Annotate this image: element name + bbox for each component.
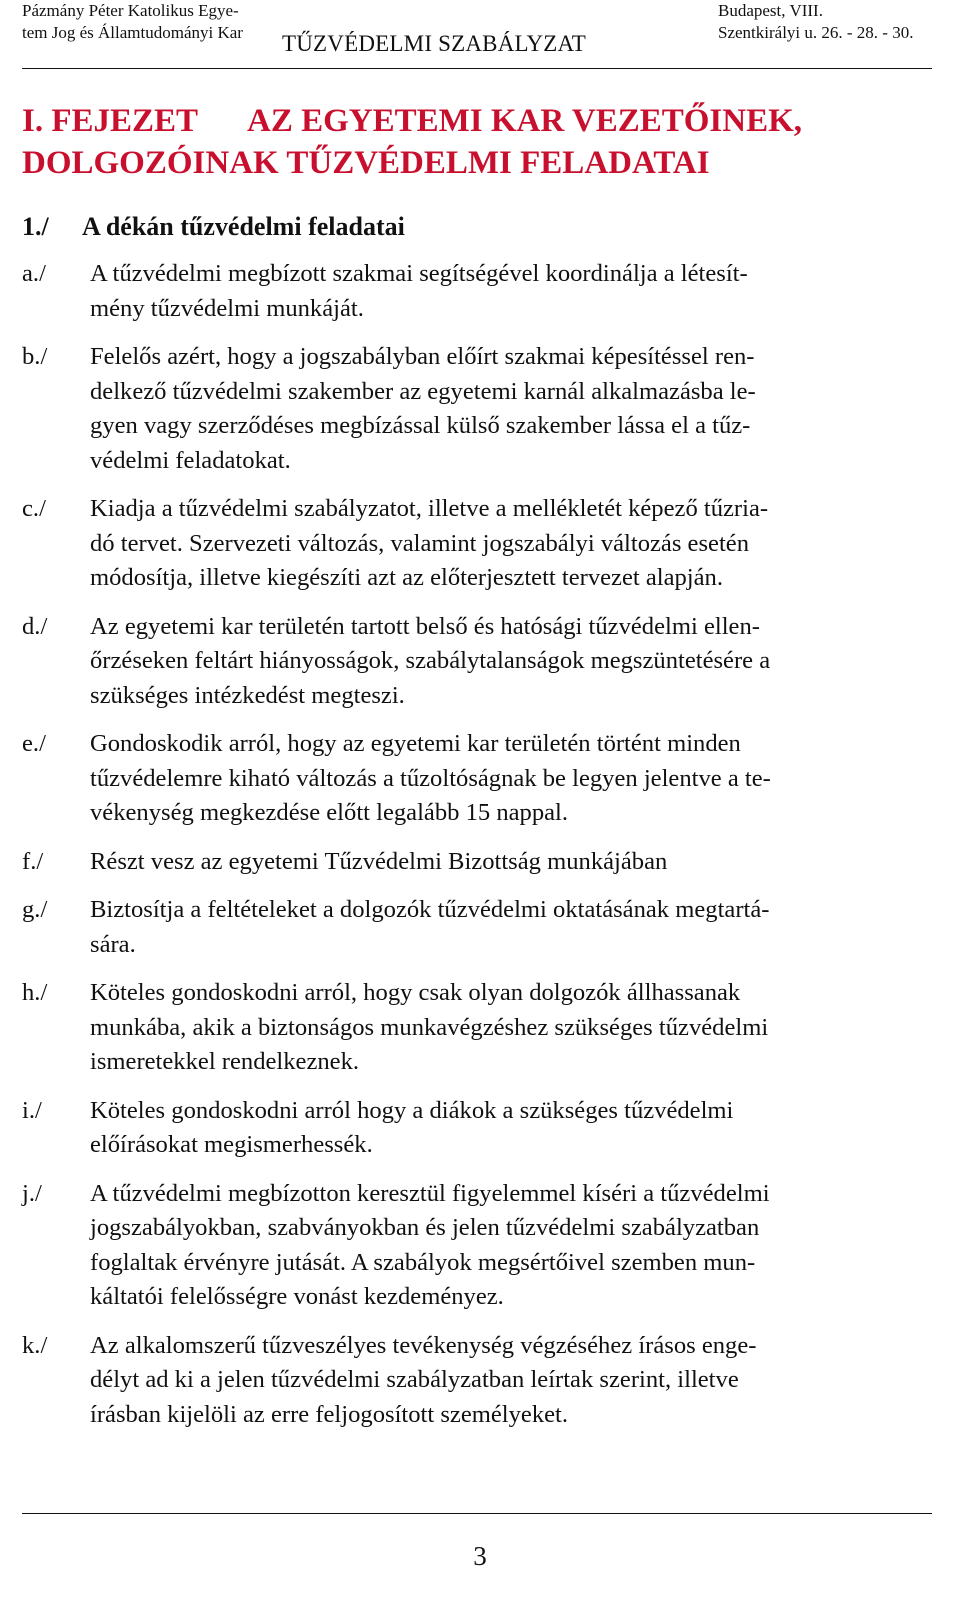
list-item xyxy=(22,340,932,478)
footer-divider xyxy=(22,1513,932,1514)
item-text xyxy=(90,1329,932,1433)
header-institution xyxy=(22,0,243,44)
item-text-line: Gondoskodik arról, hogy az egyetemi kar területén történt minden xyxy=(90,730,741,757)
item-text-line: dó tervet. Szervezeti változás, valamint jogszabályi változás esetén xyxy=(90,529,749,557)
section-heading xyxy=(22,212,405,242)
list-item xyxy=(22,976,932,1080)
item-label: k./ xyxy=(22,1331,48,1359)
chapter-title-line1: AZ EGYETEMI KAR VEZETŐINEK, xyxy=(247,103,803,139)
item-label: b./ xyxy=(22,343,48,370)
list-item xyxy=(22,492,932,596)
list-item xyxy=(22,1177,932,1315)
item-text xyxy=(90,610,932,714)
list-item xyxy=(22,257,932,326)
item-text-line: A tűzvédelmi megbízotton keresztül figyelemmel kíséri a tűzvédelmi xyxy=(90,1179,770,1207)
item-text-line: Felelős azért, hogy a jogszabályban előírt szakmai képesítéssel ren- xyxy=(90,343,755,370)
item-label: e./ xyxy=(22,730,46,757)
duty-list xyxy=(22,257,932,1446)
list-item xyxy=(22,1094,932,1163)
page-number: 3 xyxy=(473,1541,487,1571)
header-divider xyxy=(22,68,932,69)
item-text-line: őrzéseken feltárt hiányosságok, szabálytalanságok megszüntetésére a xyxy=(90,647,771,674)
chapter-title-line2: DOLGOZÓINAK TŰZVÉDELMI FELADATAI xyxy=(22,145,710,181)
item-text-line: munkába, akik a biztonságos munkavégzéshez szükséges tűzvédelmi xyxy=(90,1013,769,1041)
header-address xyxy=(718,0,913,44)
list-item xyxy=(22,1329,932,1433)
item-text xyxy=(90,257,932,326)
header-address-line1: Budapest, VIII. xyxy=(718,1,823,20)
item-text xyxy=(90,492,932,596)
list-item xyxy=(22,610,932,714)
header-address-line2: Szentkirályi u. 26. - 28. - 30. xyxy=(718,23,914,42)
item-text xyxy=(90,727,932,831)
item-text-line: délyt ad ki a jelen tűzvédelmi szabályzatban leírtak szerint, illetve xyxy=(90,1366,739,1393)
item-text-line: Az egyetemi kar területén tartott belső és hatósági tűzvédelmi ellen- xyxy=(90,612,760,640)
item-text-line: védelmi feladatokat. xyxy=(90,446,291,474)
list-item xyxy=(22,893,932,962)
item-label: f./ xyxy=(22,847,44,875)
item-label: g./ xyxy=(22,896,48,923)
item-text-line: Részt vesz az egyetemi Tűzvédelmi Bizottság munkájában xyxy=(90,847,668,875)
chapter-heading xyxy=(22,100,922,184)
item-text-line: delkező tűzvédelmi szakember az egyetemi karnál alkalmazásba le- xyxy=(90,377,756,405)
item-text-line: előírásokat megismerhessék. xyxy=(90,1131,373,1158)
item-text-line: mény tűzvédelmi munkáját. xyxy=(90,294,364,322)
item-text-line: Biztosítja a feltételeket a dolgozók tűzvédelmi oktatásának megtartá- xyxy=(90,896,770,923)
item-label: h./ xyxy=(22,979,48,1006)
chapter-number: I. FEJEZET xyxy=(22,103,199,139)
item-text-line: káltatói felelősségre vonást kezdeményez. xyxy=(90,1283,504,1310)
item-label: d./ xyxy=(22,612,48,640)
item-text xyxy=(90,340,932,478)
item-text xyxy=(90,976,932,1080)
item-text-line: írásban kijelöli az erre feljogosított személyeket. xyxy=(90,1400,569,1428)
section-title: A dékán tűzvédelmi feladatai xyxy=(82,212,405,241)
item-text-line: szükséges intézkedést megteszi. xyxy=(90,681,405,709)
list-item xyxy=(22,727,932,831)
item-text-line: vékenység megkezdése előtt legalább 15 nappal. xyxy=(90,799,569,826)
header-institution-line1: Pázmány Péter Katolikus Egye- xyxy=(22,1,239,20)
list-item xyxy=(22,845,932,880)
item-text-line: jogszabályokban, szabványokban és jelen tűzvédelmi szabályzatban xyxy=(90,1214,760,1241)
item-text-line: sára. xyxy=(90,930,136,958)
item-text-line: A tűzvédelmi megbízott szakmai segítségével koordinálja a létesít- xyxy=(90,260,748,287)
item-label: i./ xyxy=(22,1096,42,1124)
header-document-title: TŰZVÉDELMI SZABÁLYZAT xyxy=(282,31,587,56)
item-text-line: tűzvédelemre kiható változás a tűzoltóságnak be legyen jelentve a te- xyxy=(90,764,771,792)
item-text-line: Az alkalomszerű tűzveszélyes tevékenység végzéséhez írásos enge- xyxy=(90,1331,757,1359)
item-text-line: módosítja, illetve kiegészíti azt az előterjesztett tervezet alapján. xyxy=(90,564,724,591)
item-label: c./ xyxy=(22,495,46,522)
item-text-line: gyen vagy szerződéses megbízással külső szakember lássa el a tűz- xyxy=(90,412,751,439)
section-number: 1./ xyxy=(22,212,49,241)
item-text xyxy=(90,1094,932,1163)
item-label: a./ xyxy=(22,260,46,287)
header-institution-line2: tem Jog és Államtudományi Kar xyxy=(22,23,243,42)
item-text-line: ismeretekkel rendelkeznek. xyxy=(90,1048,360,1075)
item-text-line: Köteles gondoskodni arról, hogy csak olyan dolgozók állhassanak xyxy=(90,979,741,1006)
item-text-line: Köteles gondoskodni arról hogy a diákok a szükséges tűzvédelmi xyxy=(90,1096,734,1124)
item-text-line: Kiadja a tűzvédelmi szabályzatot, illetve a mellékletét képező tűzria- xyxy=(90,495,769,522)
item-text xyxy=(90,1177,932,1315)
item-text xyxy=(90,893,932,962)
item-label: j./ xyxy=(22,1179,42,1207)
item-text xyxy=(90,845,932,880)
item-text-line: foglaltak érvényre jutását. A szabályok megsértőivel szemben mun- xyxy=(90,1248,756,1276)
